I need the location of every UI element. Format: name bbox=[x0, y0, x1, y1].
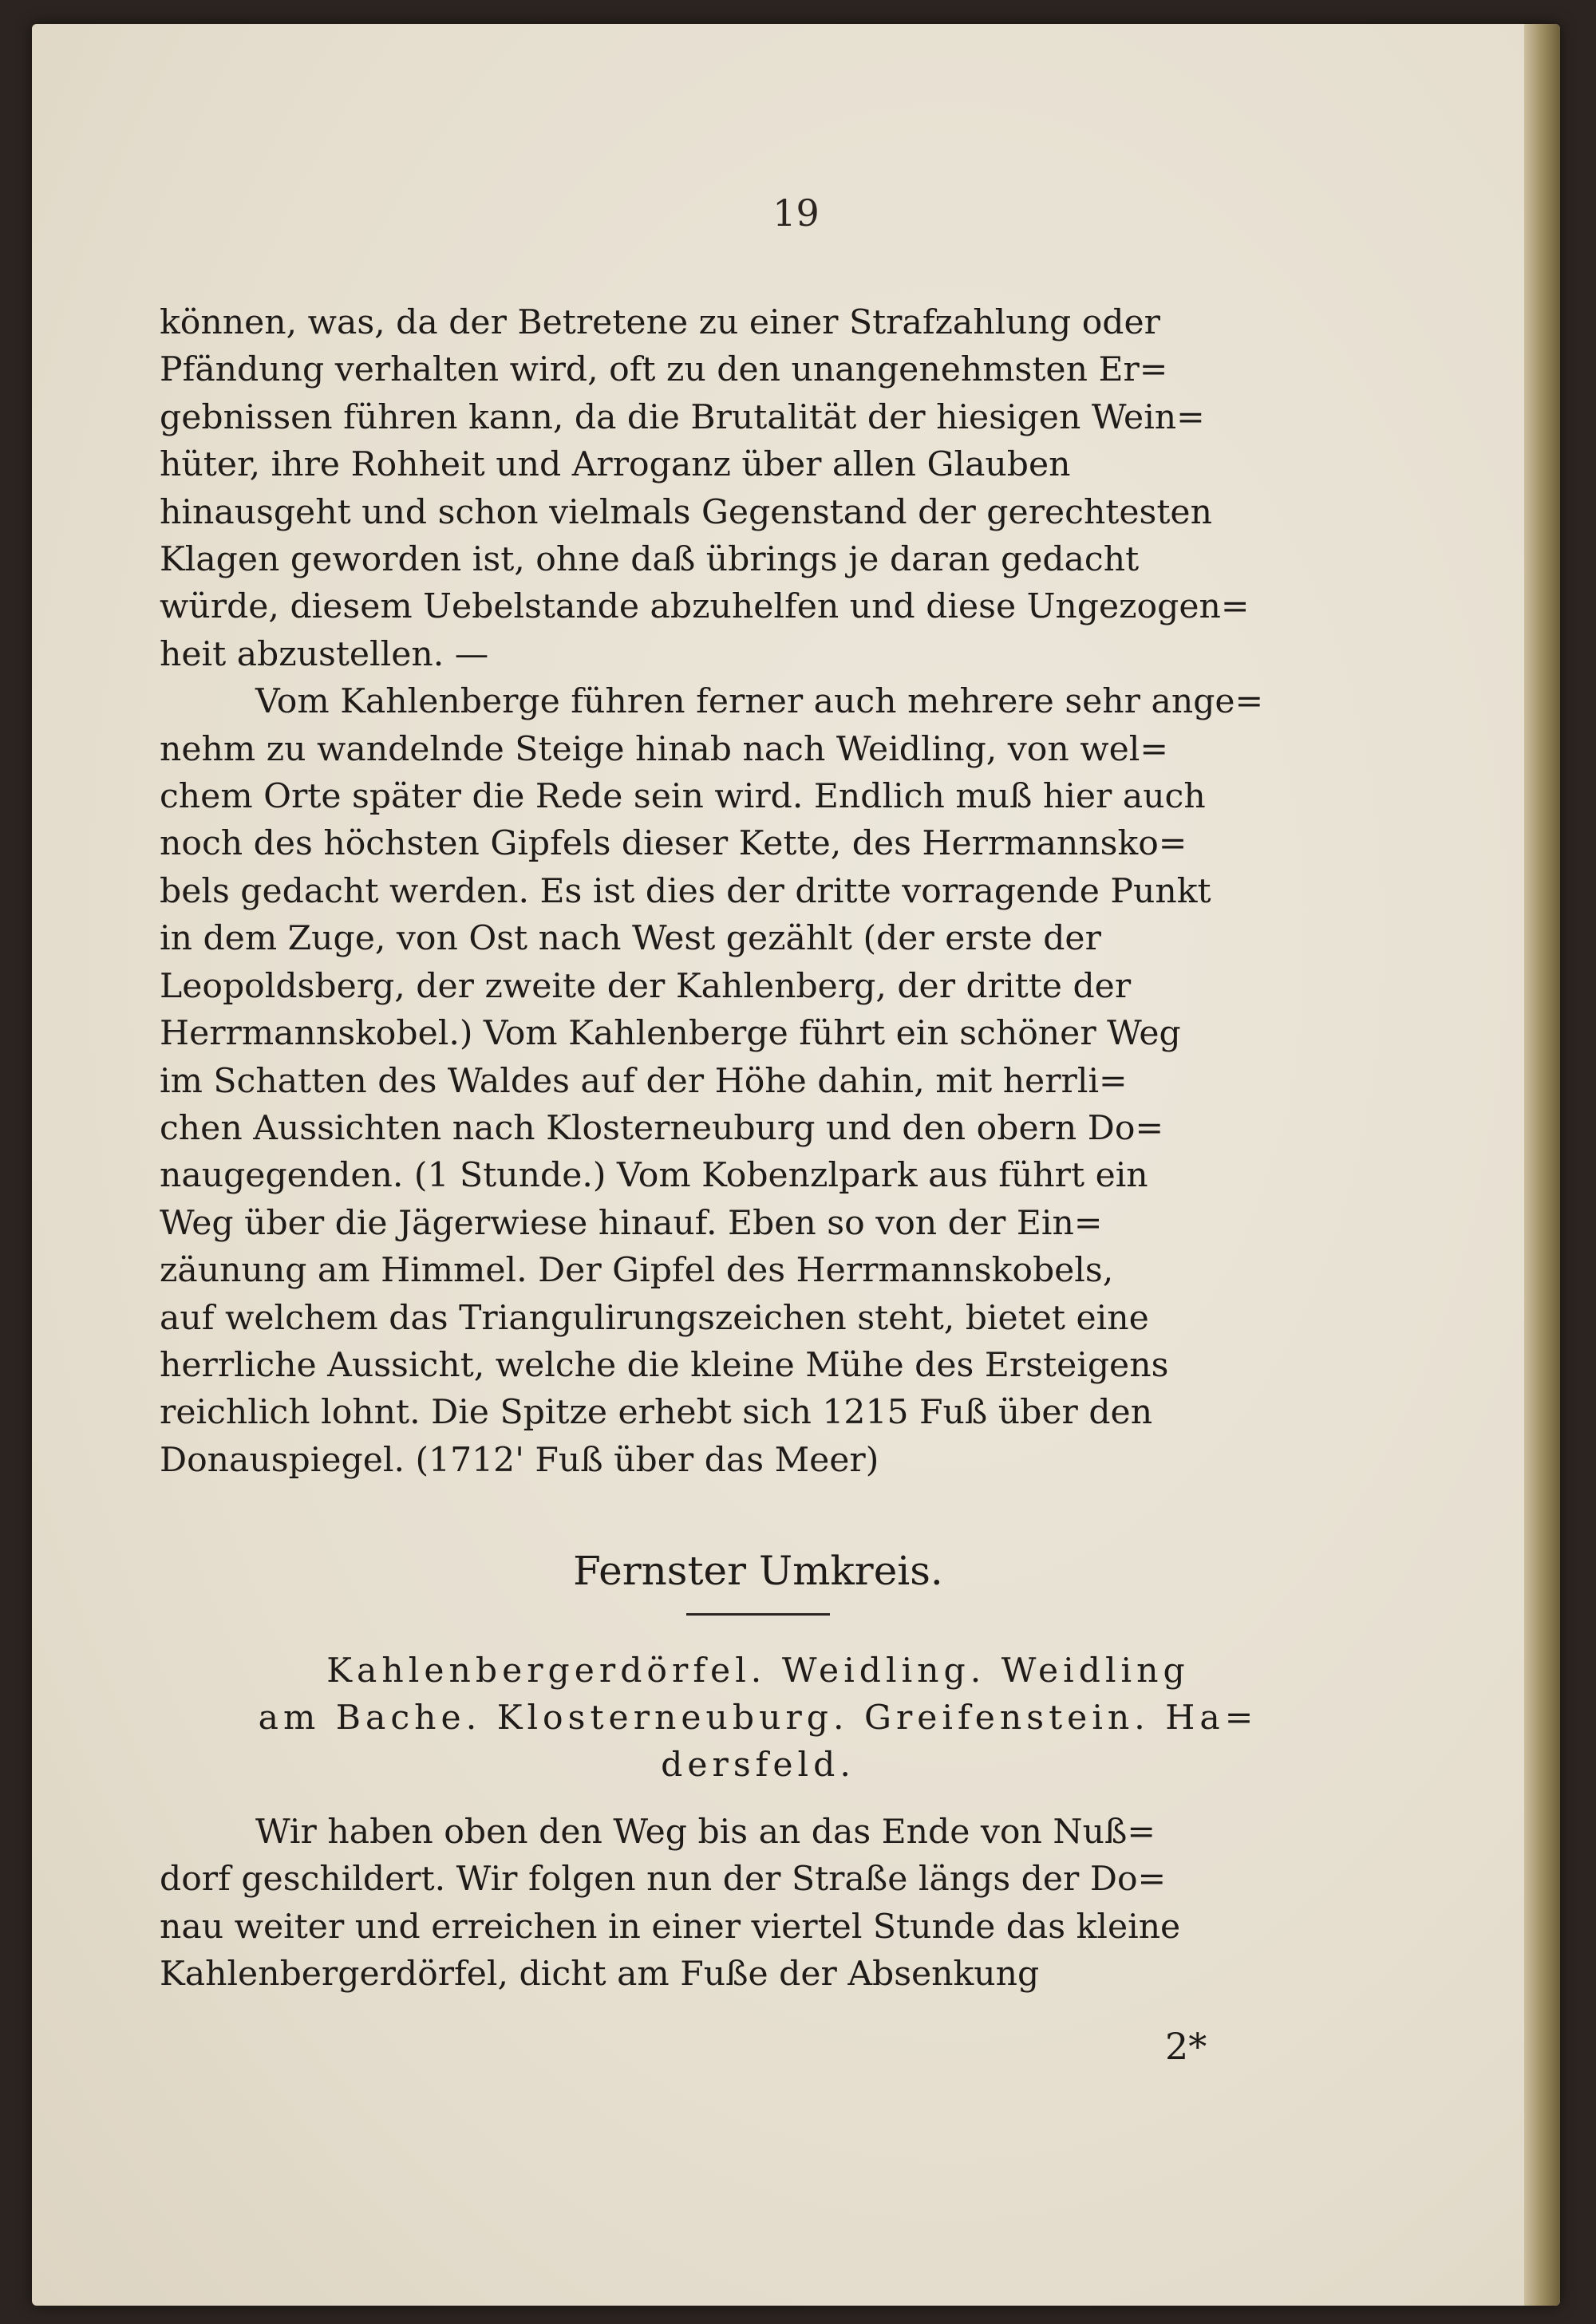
text-line: Kahlenbergerdörfel, dicht am Fuße der Absenkung bbox=[160, 1955, 1040, 1994]
text-line: Vom Kahlenberge führen ferner auch mehrere sehr ange= bbox=[255, 682, 1264, 722]
book-page bbox=[32, 24, 1560, 2306]
subtitle-line: dersfeld. bbox=[661, 1746, 855, 1785]
text-line: chem Orte später die Rede sein wird. Endlich muß hier auch bbox=[160, 777, 1206, 817]
text-line: naugegenden. (1 Stunde.) Vom Kobenzlpark aus führt ein bbox=[160, 1156, 1148, 1196]
text-line: reichlich lohnt. Die Spitze erhebt sich 1215 Fuß über den bbox=[160, 1393, 1153, 1433]
text-line: Weg über die Jägerwiese hinauf. Eben so von der Ein= bbox=[160, 1203, 1103, 1243]
signature-mark: 2* bbox=[1165, 2025, 1207, 2068]
text-line: dorf geschildert. Wir folgen nun der Straße längs der Do= bbox=[160, 1860, 1167, 1900]
text-line: Leopoldsberg, der zweite der Kahlenberg, der dritte der bbox=[160, 966, 1132, 1006]
text-line: bels gedacht werden. Es ist dies der dritte vorragende Punkt bbox=[160, 871, 1211, 911]
subtitle-line: Kahlenbergerdörfel. Weidling. Weidling bbox=[326, 1651, 1190, 1691]
text-line: in dem Zuge, von Ost nach West gezählt (der erste der bbox=[160, 919, 1101, 959]
section-body bbox=[160, 1809, 1357, 1998]
section-heading: Fernster Umkreis. bbox=[573, 1548, 943, 1595]
text-line: Donauspiegel. (1712' Fuß über das Meer) bbox=[160, 1440, 879, 1480]
text-line: noch des höchsten Gipfels dieser Kette, des Herrmannsko= bbox=[160, 824, 1187, 864]
paragraph-1 bbox=[160, 299, 1357, 678]
text-line: hüter, ihre Rohheit und Arroganz über allen Glauben bbox=[160, 445, 1071, 485]
subtitle-line: am Bache. Klosterneuburg. Greifenstein. Ha= bbox=[258, 1698, 1258, 1738]
text-line: Wir haben oben den Weg bis an das Ende von Nuß= bbox=[255, 1812, 1156, 1852]
text-line: gebnissen führen kann, da die Brutalität der hiesigen Wein= bbox=[160, 397, 1205, 437]
text-line: im Schatten des Waldes auf der Höhe dahin, mit herrli= bbox=[160, 1061, 1128, 1101]
text-line: chen Aussichten nach Klosterneuburg und den obern Do= bbox=[160, 1108, 1164, 1148]
section-subtitle bbox=[160, 1647, 1357, 1789]
page-number: 19 bbox=[772, 191, 820, 235]
text-line: Pfändung verhalten wird, oft zu den unangenehmsten Er= bbox=[160, 350, 1168, 390]
text-line: nehm zu wandelnde Steige hinab nach Weidling, von wel= bbox=[160, 729, 1169, 769]
text-line: würde, diesem Uebelstande abzuhelfen und diese Ungezogen= bbox=[160, 587, 1250, 627]
text-line: nau weiter und erreichen in einer viertel Stunde das kleine bbox=[160, 1907, 1181, 1947]
text-line: zäunung am Himmel. Der Gipfel des Herrmannskobels, bbox=[160, 1251, 1114, 1291]
text-line: auf welchem das Triangulirungszeichen steht, bietet eine bbox=[160, 1298, 1149, 1338]
text-line: können, was, da der Betretene zu einer Strafzahlung oder bbox=[160, 303, 1160, 342]
paragraph-2 bbox=[160, 678, 1357, 1484]
heading-divider bbox=[686, 1613, 830, 1616]
book-spine-edge bbox=[1524, 24, 1560, 2306]
text-line: Herrmannskobel.) Vom Kahlenberge führt ein schöner Weg bbox=[160, 1014, 1181, 1054]
page-body bbox=[160, 299, 1357, 1998]
text-line: hinausgeht und schon vielmals Gegenstand der gerechtesten bbox=[160, 492, 1212, 532]
text-line: heit abzustellen. — bbox=[160, 634, 489, 674]
text-line: Klagen geworden ist, ohne daß übrings je daran gedacht bbox=[160, 540, 1140, 580]
text-line: herrliche Aussicht, welche die kleine Mühe des Ersteigens bbox=[160, 1345, 1169, 1385]
